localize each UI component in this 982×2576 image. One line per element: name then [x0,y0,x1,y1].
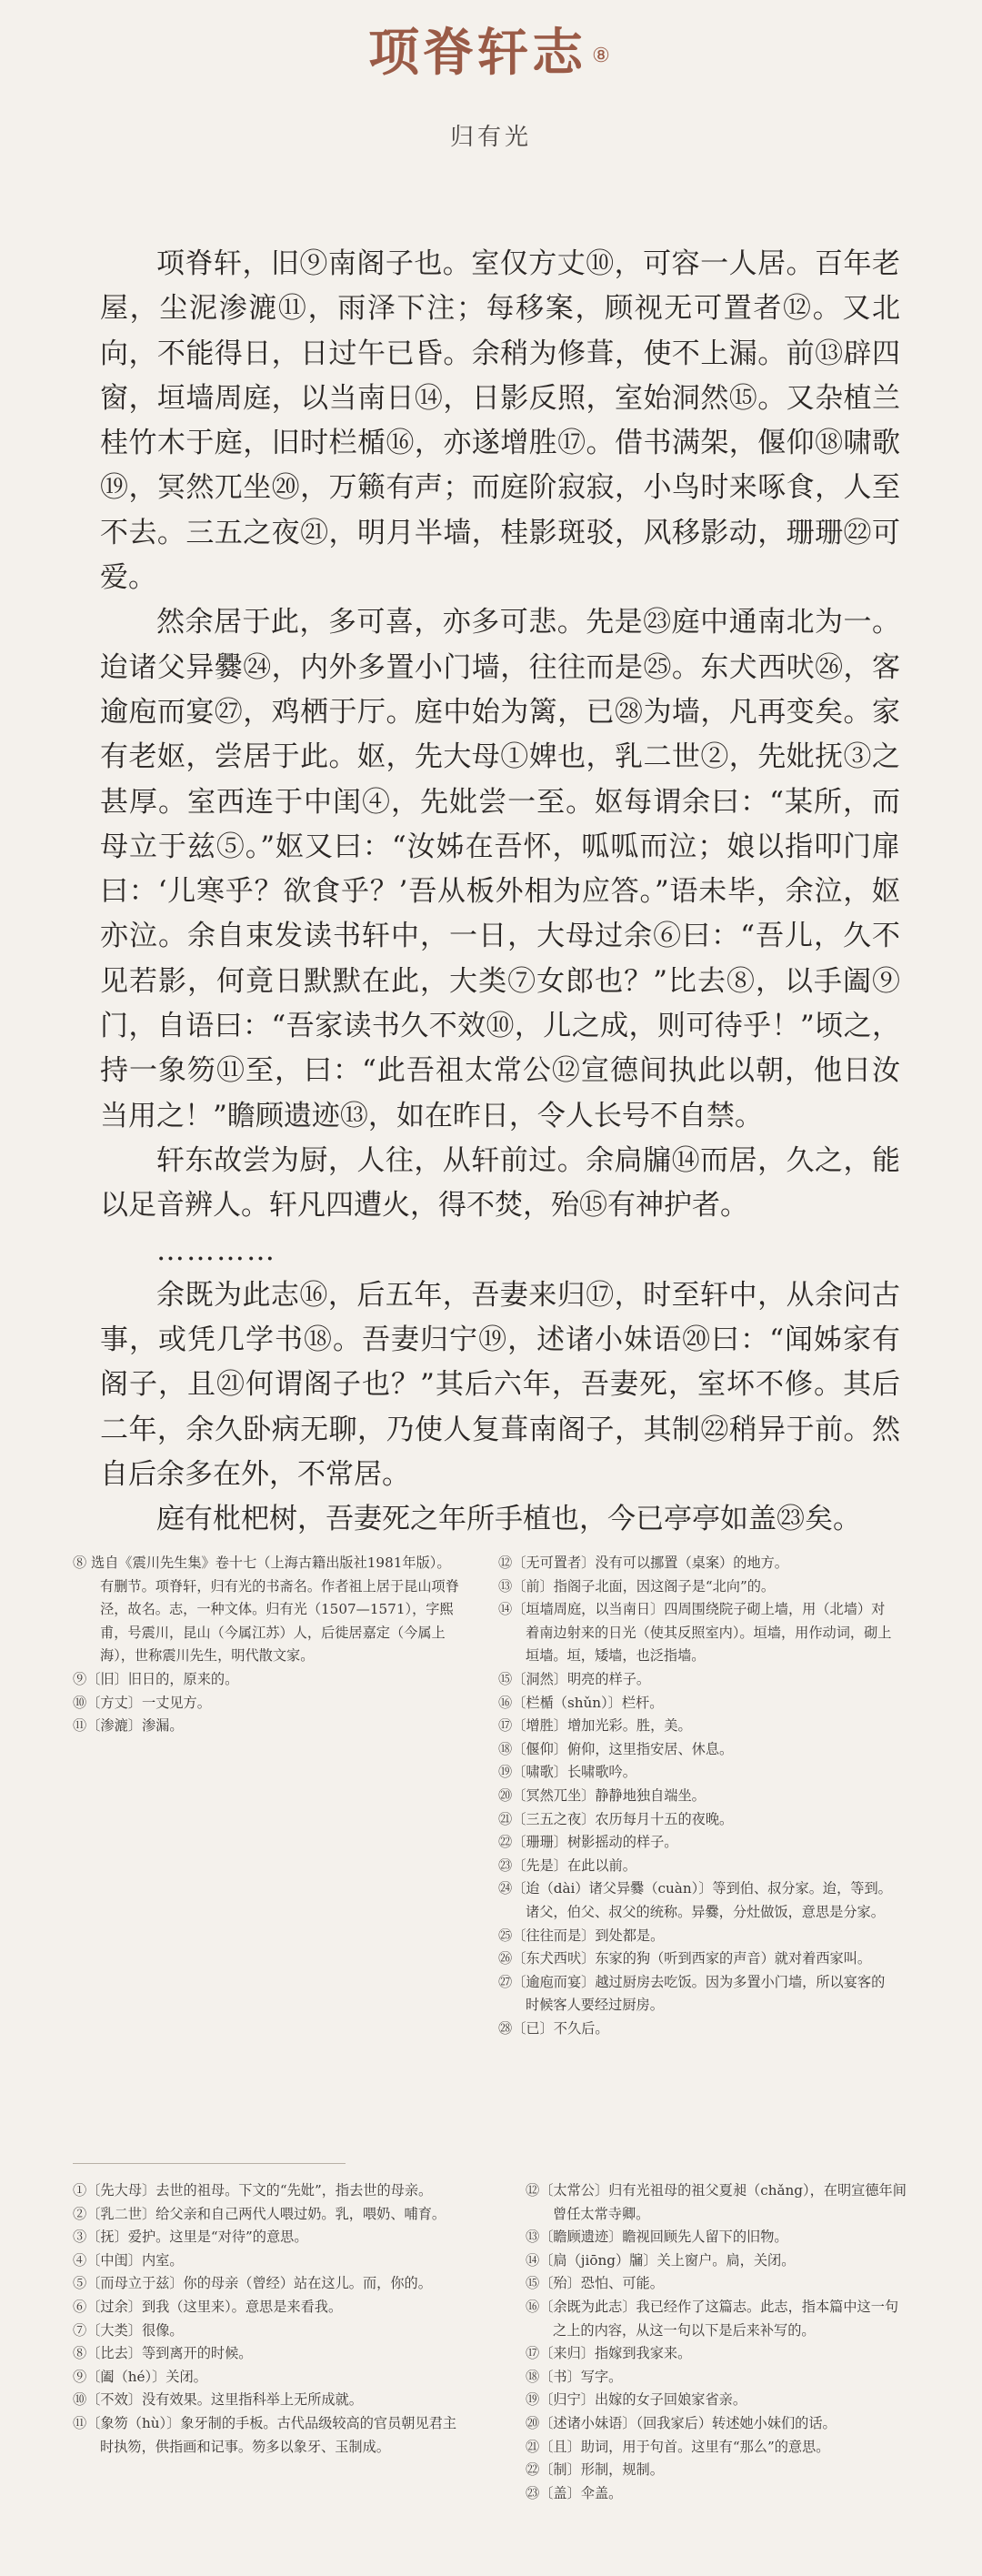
footnote: ③〔抚〕爱护。这里是“对待”的意思。 [73,2229,308,2246]
footnote: ㉓〔盖〕伞盖。 [526,2484,623,2501]
footnote: ①〔先大母〕去世的祖母。下文的“先妣”，指去世的母亲。 [73,2182,433,2199]
paragraph: 余既为此志⑯，后五年，吾妻来归⑰，时至轩中，从余问古事，或凭几学书⑱。吾妻归宁⑲，述诸小妹语⑳曰：“闻姊家有阁子，且㉑何谓阁子也？”其后六年，吾妻死，室坏不修。其后二年，余久卧病无聊，乃使人复葺南阁子，其制㉒稍异于前。然自后余多在外，不常居。 [100,1278,900,1492]
footnote: ⑪〔象笏（hù）〕象牙制的手板。古代品级较高的官员朝见君主时执笏，供指画和记事。笏多以象牙、玉制成。 [73,2414,457,2455]
footnote: ⑧〔比去〕等到离开的时候。 [73,2345,253,2362]
footnote: ④〔中闺〕内室。 [73,2251,184,2269]
essay-body [100,242,900,1543]
footnote: ⑭〔扃（jiōng）牖〕关上窗户。扃，关闭。 [526,2251,796,2269]
footnote: ㉗〔逾庖而宴〕越过厨房去吃饭。因为多置小门墙，所以宴客的时候客人要经过厨房。 [498,1973,886,2014]
footnote: ⑨〔阖（hé）〕关闭。 [73,2368,207,2385]
footnote: ⑦〔大类〕很像。 [73,2321,184,2339]
footnote: ⑬〔瞻顾遗迹〕瞻视回顾先人留下的旧物。 [526,2229,788,2246]
footnote: ⑱〔书〕写字。 [526,2368,623,2385]
paragraph: 庭有枇杷树，吾妻死之年所手植也，今已亭亭如盖㉓矣。 [156,1503,861,1536]
footnote: ⑳〔述诸小妹语〕（回我家后）转述她小妹们的话。 [526,2414,837,2431]
ellipsis-line: ………… [156,1233,276,1267]
footnote: ⑨〔旧〕旧日的，原来的。 [73,1670,239,1687]
footnote: ㉒〔珊珊〕树影摇动的样子。 [498,1834,678,1851]
footnotes-left-1 [73,1552,464,1738]
footnotes-left-2 [73,2179,464,2459]
footnote: ⑮〔洞然〕明亮的样子。 [498,1670,651,1687]
footnote: ⑫〔无可置者〕没有可以挪置（桌案）的地方。 [498,1555,788,1571]
footnote: ⑮〔殆〕恐怕、可能。 [526,2275,664,2292]
footnote: ㉘〔已〕不久后。 [498,2019,609,2037]
paragraph: 然余居于此，多可喜，亦多可悲。先是㉓庭中通南北为一。迨诸父异爨㉔，内外多置小门墙，往往而是㉕。东犬西吠㉖，客逾庖而宴㉗，鸡栖于厅。庭中始为篱，已㉘为墙，凡再变矣。家有老妪，尝居于此。妪，先大母①婢也，乳二世②，先妣抚③之甚厚。室西连于中闺④，先妣尝一至。妪每谓余曰：“某所，而母立于兹⑤。”妪又曰：“汝姊在吾怀，呱呱而泣；娘以指叩门扉曰：‘儿寒乎？欲食乎？’吾从板外相为应答。”语未毕，余泣，妪亦泣。余自束发读书轩中，一日，大母过余⑥曰：“吾儿，久不见若影，何竟日默默在此，大类⑦女郎也？”比去⑧，以手阖⑨门，自语曰：“吾家读书久不效⑩，儿之成，则可待乎！”顷之，持一象笏⑪至，曰：“此吾祖太常公⑫宣德间执此以朝，他日汝当用之！”瞻顾遗迹⑬，如在昨日，令人长号不自禁。 [100,606,900,1132]
footnote: ②〔乳二世〕给父亲和自己两代人喂过奶。乳，喂奶、哺育。 [73,2205,446,2222]
footnote: ㉒〔制〕形制，规制。 [526,2461,664,2479]
footnotes-right-2 [526,2179,907,2505]
footnote: ⑲〔啸歌〕长啸歌吟。 [498,1764,636,1781]
footnote: ⑪〔渗漉〕渗漏。 [73,1717,184,1735]
footnote: ⑳〔冥然兀坐〕静静地独自端坐。 [498,1786,706,1804]
footnote: ⑰〔增胜〕增加光彩。胜，美。 [498,1717,692,1735]
paragraph: 轩东故尝为厨，人往，从轩前过。余扃牖⑭而居，久之，能以足音辨人。轩凡四遭火，得不焚，殆⑮有神护者。 [100,1143,900,1223]
footnote: ㉑〔三五之夜〕农历每月十五的夜晚。 [498,1810,734,1827]
title-note-marker: ⑧ [592,45,614,67]
footnote: ⑲〔归宁〕出嫁的女子回娘家省亲。 [526,2391,747,2409]
footnote: ㉔〔迨（dài）诸父异爨（cuàn）〕等到伯、叔分家。迨，等到。诸父，伯父、叔父的统称。异爨，分灶做饭，意思是分家。 [498,1880,892,1920]
paragraph: 项脊轩，旧⑨南阁子也。室仅方丈⑩，可容一人居。百年老屋，尘泥渗漉⑪，雨泽下注；每移案，顾视无可置者⑫。又北向，不能得日，日过午已昏。余稍为修葺，使不上漏。前⑬辟四窗，垣墙周庭，以当南日⑭，日影反照，室始洞然⑮。又杂植兰桂竹木于庭，旧时栏楯⑯，亦遂增胜⑰。借书满架，偃仰⑱啸歌⑲，冥然兀坐⑳，万籁有声；而庭阶寂寂，小鸟时来啄食，人至不去。三五之夜㉑，明月半墙，桂影斑驳，风移影动，珊珊㉒可爱。 [100,247,900,595]
footnote: ⑯〔余既为此志〕我已经作了这篇志。此志，指本篇中这一句之上的内容，从这一句以下是后来补写的。 [526,2298,899,2339]
footnote: ⑩〔方丈〕一丈见方。 [73,1694,211,1711]
footnote: ⑬〔前〕指阁子北面，因这阁子是“北向”的。 [498,1577,776,1595]
footnote: ⑧ 选自《震川先生集》卷十七（上海古籍出版社1981年版）。有删节。项脊轩，归有光的书斋名。作者祖上居于昆山项脊泾，故名。志，一种文体。归有光（1507—1571），字熙甫，号震川，昆山（今属江苏）人，后徙居嘉定（今属上海），世称震川先生，明代散文家。 [73,1555,459,1665]
footnote: ㉑〔且〕助词，用于句首。这里有“那么”的意思。 [526,2438,830,2455]
title-text: 项脊轩志 [368,23,587,83]
footnote: ⑯〔栏楯（shǔn）〕栏杆。 [498,1694,664,1711]
footnote: ㉓〔先是〕在此以前。 [498,1857,636,1874]
author-name: 归有光 [449,124,532,151]
footnote-divider [73,2163,346,2164]
footnotes-right-1 [498,1552,898,2040]
footnote: ⑫〔太常公〕归有光祖母的祖父夏昶（chǎng），在明宣德年间曾任太常寺卿。 [526,2182,907,2222]
footnote: ㉕〔往往而是〕到处都是。 [498,1927,665,1944]
footnote: ⑱〔偃仰〕俯仰，这里指安居、休息。 [498,1740,734,1757]
footnote: ⑩〔不效〕没有效果。这里指科举上无所成就。 [73,2391,363,2409]
footnote: ⑥〔过余〕到我（这里来）。意思是来看我。 [73,2298,343,2315]
footnote: ⑭〔垣墙周庭，以当南日〕四周围绕院子砌上墙，用（北墙）对着南边射来的日光（使其反照室内）。垣墙，用作动词，砌上垣墙。垣，矮墙，也泛指墙。 [498,1601,892,1665]
page-title [0,20,982,86]
footnote: ㉖〔东犬西吠〕东家的狗（听到西家的声音）就对着西家叫。 [498,1950,872,1967]
footnote: ⑤〔而母立于兹〕你的母亲（曾经）站在这儿。而，你的。 [73,2275,432,2292]
footnote: ⑰〔来归〕指嫁到我家来。 [526,2345,692,2362]
